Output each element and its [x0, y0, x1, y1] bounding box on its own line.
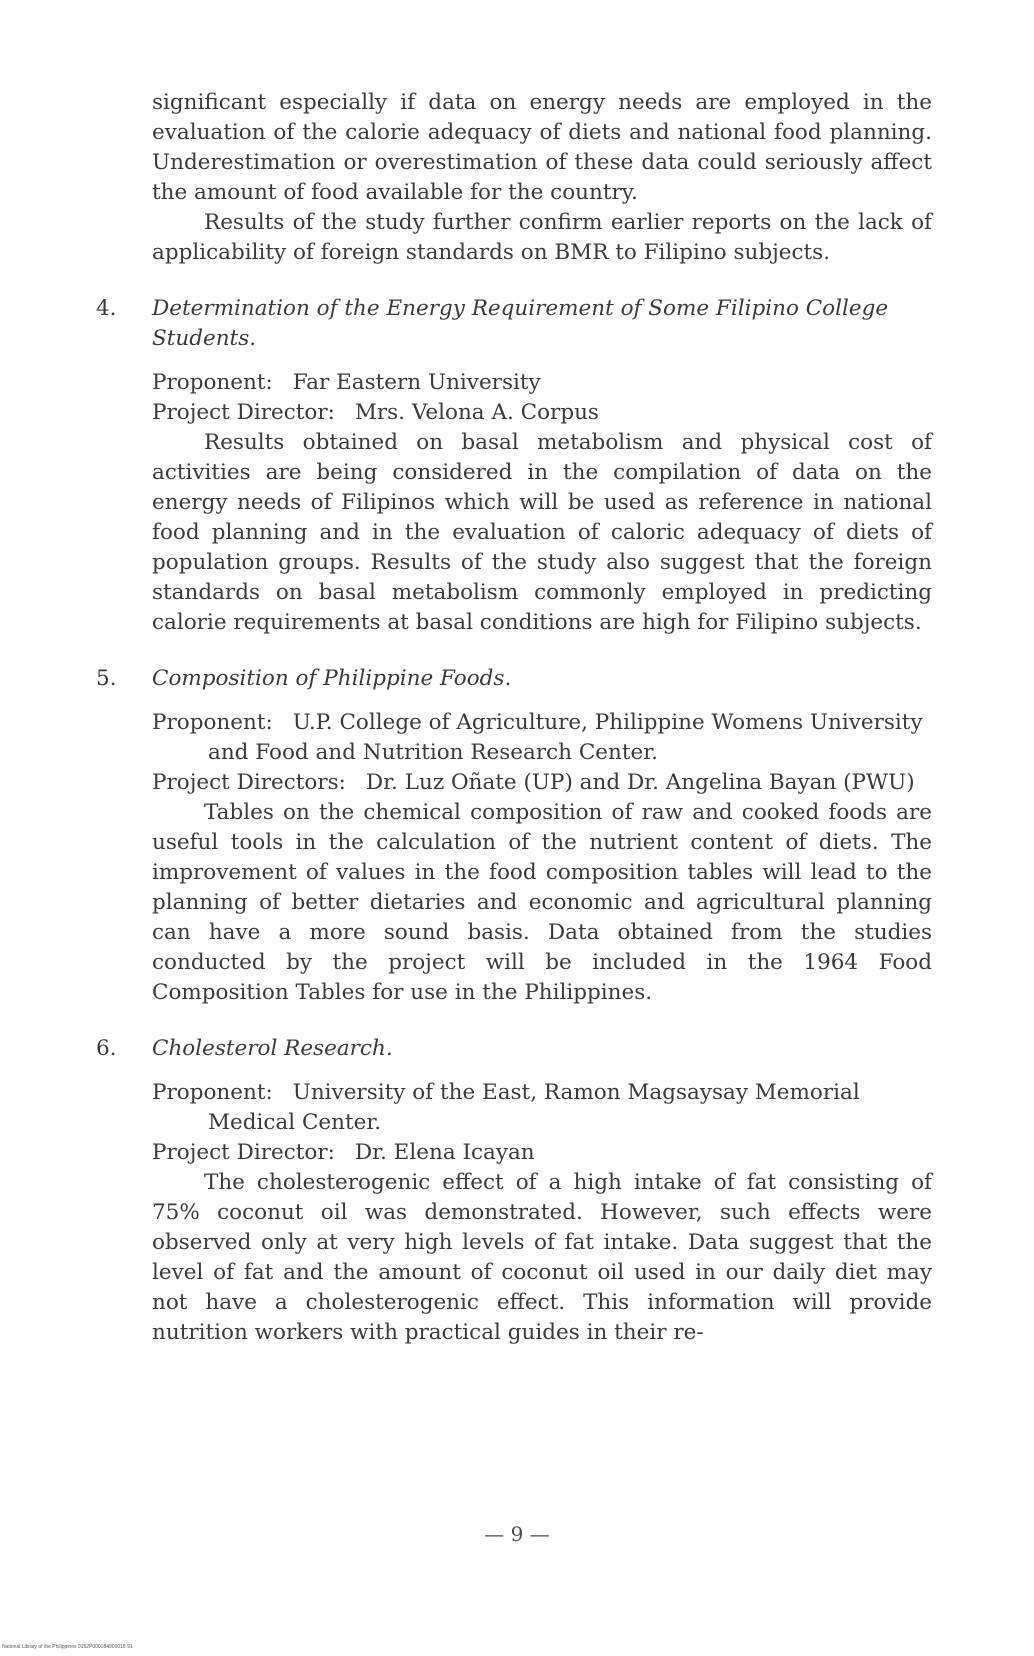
section-6	[96, 1034, 932, 1348]
footer-credit: National Library of the Philippines 0152P000184900018 91	[2, 1644, 133, 1650]
director-line	[152, 768, 932, 798]
proponent-label: Proponent:	[152, 370, 273, 395]
section-body: Tables on the chemical composition of raw and cooked foods are useful tools in the calculation of the nutrient content of diets. The improvement of values in the food composition tables will lead to the planning of better dietaries and economic and agricultural planning can have a more sound basis. Data obtained from the studies conducted by the project will be included in the 1964 Food Composition Tables for use in the Philippines.	[152, 800, 932, 1005]
director-label: Project Director:	[152, 400, 335, 425]
section-number: 4.	[96, 296, 117, 321]
proponent-value: Far Eastern University	[292, 370, 541, 395]
proponent-label: Proponent:	[152, 1080, 273, 1105]
section-4	[96, 294, 932, 638]
document-page	[96, 88, 932, 1348]
proponent-label: Proponent:	[152, 710, 273, 735]
section-title: Cholesterol Research.	[152, 1036, 393, 1061]
director-label: Project Director:	[152, 1140, 335, 1165]
page-number: — 9 —	[484, 1522, 550, 1546]
section-body: The cholesterogenic effect of a high intake of fat consisting of 75% coconut oil was demonstrated. However, such effects were observed only at very high levels of fat intake. Data suggest that the level of fat and the amount of coconut oil used in our daily diet may not have a cholesterogenic effect. This information will provide nutrition workers with practical guides in their re-	[152, 1170, 932, 1345]
section-body: Results obtained on basal metabolism and physical cost of activities are being considered in the compilation of data on the energy needs of Filipinos which will be used as reference in national food planning and in the evaluation of caloric adequacy of diets of population groups. Results of the study also suggest that the foreign standards on basal metabolism commonly employed in predicting calorie requirements at basal conditions are high for Filipino subjects.	[152, 430, 932, 635]
director-value: Mrs. Velona A. Corpus	[354, 400, 599, 425]
director-value: Dr. Luz Oñate (UP) and Dr. Angelina Bayan (PWU)	[365, 770, 915, 795]
director-line	[152, 398, 932, 428]
director-value: Dr. Elena Icayan	[354, 1140, 535, 1165]
section-number: 5.	[96, 666, 117, 691]
director-label: Project Directors:	[152, 770, 346, 795]
section-number: 6.	[96, 1036, 117, 1061]
section-title: Composition of Philippine Foods.	[152, 666, 512, 691]
proponent-line	[152, 368, 932, 398]
intro-paragraph-1: significant especially if data on energy needs are employed in the evaluation of the calorie adequacy of diets and national food planning. Underestimation or overestimation of these data could seriously affect the amount of food available for the country.	[152, 90, 932, 205]
proponent-line	[152, 1078, 932, 1138]
section-title: Determination of the Energy Requirement of Some Filipino College Students.	[152, 296, 889, 351]
proponent-value: U.P. College of Agriculture, Philippine Womens University and Food and Nutrition Research Center.	[208, 710, 923, 765]
proponent-value: University of the East, Ramon Magsaysay Memorial Medical Center.	[208, 1080, 860, 1135]
section-5	[96, 664, 932, 1008]
intro-paragraph-2: Results of the study further confirm earlier reports on the lack of applicability of foreign standards on BMR to Filipino subjects.	[152, 210, 932, 265]
proponent-line	[152, 708, 932, 768]
director-line	[152, 1138, 932, 1168]
